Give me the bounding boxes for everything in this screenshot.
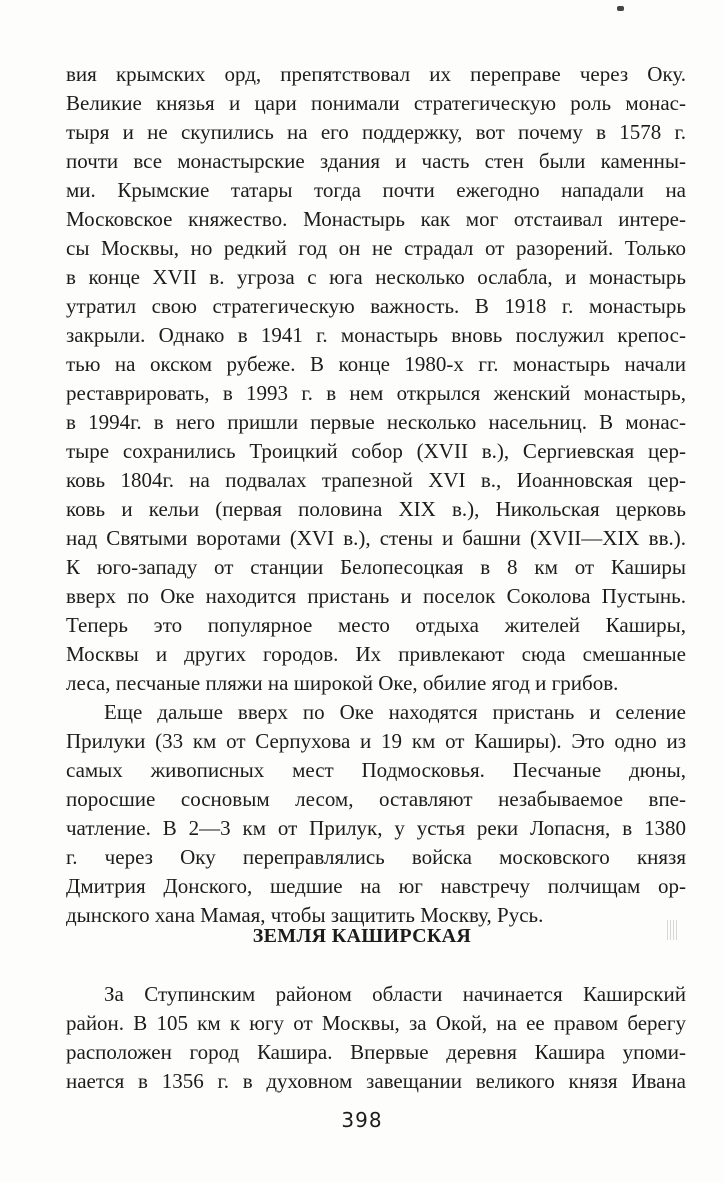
text-line: Великие князья и цари понимали стратегическую роль монас-	[66, 91, 686, 115]
text-line: К юго-западу от станции Белопесоцкая в 8 км от Каширы	[66, 555, 686, 579]
text-line: Москвы и других городов. Их привлекают сюда смешанные	[66, 642, 686, 666]
text-line: вверх по Оке находится пристань и поселок Соколова Пустынь.	[66, 584, 686, 608]
text-line: ковь и кельи (первая половина XIX в.), Никольская церковь	[66, 497, 686, 521]
paragraph-1	[66, 60, 686, 698]
text-line: вия крымских орд, препятствовал их переправе через Оку.	[66, 62, 686, 86]
text-line: нается в 1356 г. в духовном завещании великого князя Ивана	[66, 1069, 686, 1093]
text-line: Дмитрия Донского, шедшие на юг навстречу полчищам ор-	[66, 874, 686, 898]
text-line: дынского хана Мамая, чтобы защитить Москву, Русь.	[66, 903, 544, 927]
text-line: ковь 1804г. на подвалах трапезной XVI в., Иоанновская цер-	[66, 468, 686, 492]
paragraph-3	[66, 980, 686, 1096]
text-line: тью на окском рубеже. В конце 1980-х гг. монастырь начали	[66, 352, 686, 376]
text-line: район. В 105 км к югу от Москвы, за Окой, на ее правом берегу	[66, 1011, 686, 1035]
text-line: ми. Крымские татары тогда почти ежегодно нападали на	[66, 178, 686, 202]
text-line: закрыли. Однако в 1941 г. монастырь вновь послужил крепос-	[66, 323, 686, 347]
paragraph-2	[66, 698, 686, 930]
text-line: расположен город Кашира. Впервые деревня Кашира упоми-	[66, 1040, 686, 1064]
text-line: реставрировать, в 1993 г. в нем открылся женский монастырь,	[66, 381, 686, 405]
text-line: Московское княжество. Монастырь как мог отстаивал интере-	[66, 207, 686, 231]
main-text	[66, 60, 686, 930]
text-line: над Святыми воротами (XVI в.), стены и башни (XVII—XIX вв.).	[66, 526, 686, 550]
section-heading: ЗЕМЛЯ КАШИРСКАЯ	[252, 925, 472, 947]
text-line: тыре сохранились Троицкий собор (XVII в.), Сергиевская цер-	[66, 439, 686, 463]
text-line: в конце XVII в. угроза с юга несколько ослабла, и монастырь	[66, 265, 686, 289]
text-line: За Ступинским районом области начинается Каширский	[104, 982, 686, 1006]
text-line: почти все монастырские здания и часть стен были каменны-	[66, 149, 686, 173]
text-line: сы Москвы, но редкий год он не страдал от разорений. Только	[66, 236, 686, 260]
text-line: чатление. В 2—3 км от Прилук, у устья реки Лопасня, в 1380	[66, 816, 686, 840]
text-line: Еще дальше вверх по Оке находятся пристань и селение	[104, 700, 686, 724]
text-line: утратил свою стратегическую важность. В 1918 г. монастырь	[66, 294, 686, 318]
text-line: тыря и не скупились на его поддержку, вот почему в 1578 г.	[66, 120, 686, 144]
text-line: Прилуки (33 км от Серпухова и 19 км от Каширы). Это одно из	[66, 729, 686, 753]
text-line: самых живописных мест Подмосковья. Песчаные дюны,	[66, 758, 686, 782]
text-line: в 1994г. в него пришли первые несколько насельниц. В монас-	[66, 410, 686, 434]
text-line: леса, песчаные пляжи на широкой Оке, обилие ягод и грибов.	[66, 671, 619, 695]
text-line: г. через Оку переправлялись войска московского князя	[66, 845, 686, 869]
text-line: Теперь это популярное место отдыха жителей Каширы,	[66, 613, 686, 637]
scan-speck	[617, 6, 624, 11]
page-number: 398	[341, 1108, 383, 1132]
text-line: поросшие сосновым лесом, оставляют незабываемое впе-	[66, 787, 686, 811]
